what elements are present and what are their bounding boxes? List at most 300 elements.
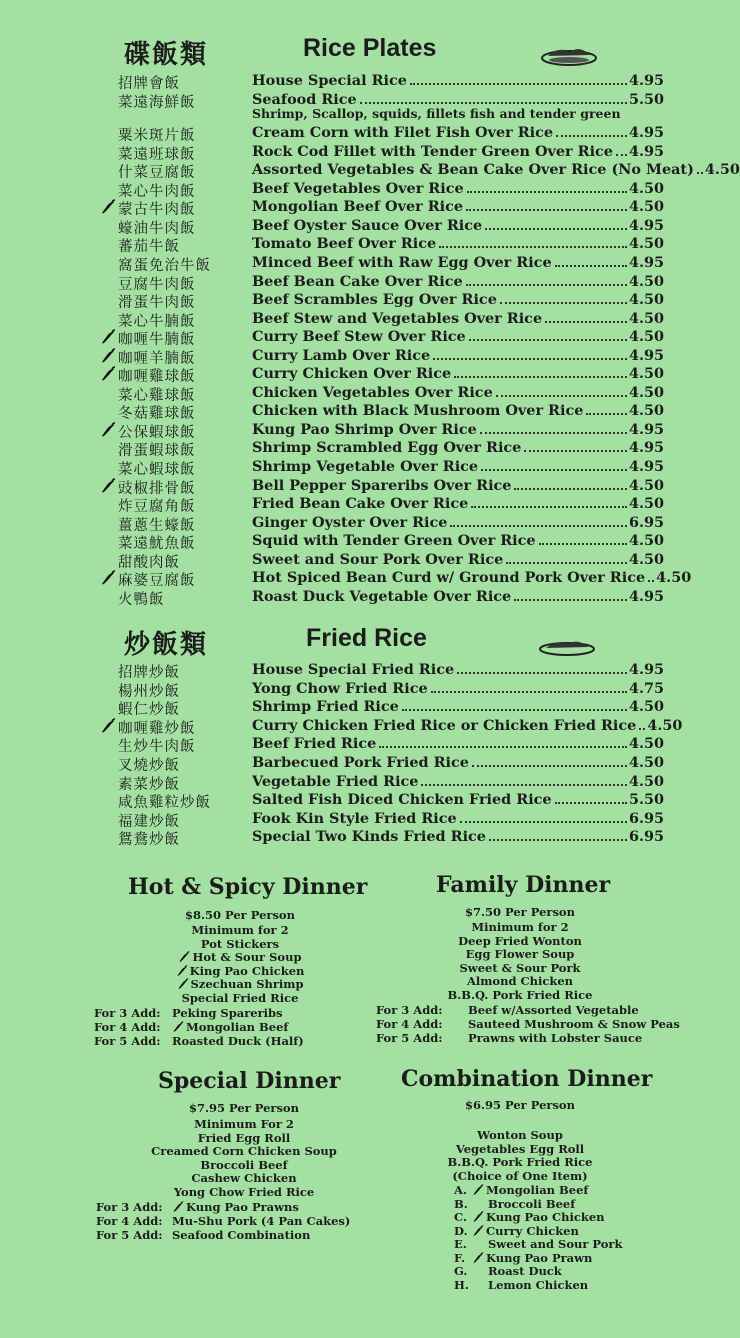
chili-pepper-icon <box>472 1184 484 1196</box>
menu-item <box>0 310 710 329</box>
dinner-course <box>420 975 620 989</box>
family-price: $7.50 Per Person <box>465 905 575 919</box>
menu-item-name: Beef Vegetables Over Rice <box>252 179 464 197</box>
menu-item <box>0 273 710 292</box>
menu-item-name: Curry Beef Stew Over Rice <box>252 328 466 346</box>
add-on-label: For 4 Add: <box>376 1017 443 1031</box>
dinner-course <box>144 1118 344 1132</box>
dot-leader <box>556 135 627 137</box>
dot-leader <box>616 154 627 156</box>
menu-item-chinese-name: 招牌會飯 <box>118 76 180 92</box>
menu-item-chinese-name: 咖喱雞炒飯 <box>118 720 196 737</box>
menu-item-line <box>252 235 664 252</box>
menu-item-name: Vegetable Fried Rice <box>252 772 419 790</box>
menu-item-price: 4.50 <box>628 772 664 790</box>
menu-item-name: Kung Pao Shrimp Over Rice <box>252 420 477 438</box>
dinner-course <box>144 1132 344 1146</box>
dinner-course-text: Deep Fried Wonton <box>458 933 582 948</box>
menu-item-line <box>252 421 664 438</box>
menu-item-name: Roast Duck Vegetable Over Rice <box>252 587 512 605</box>
menu-item-line <box>252 124 664 141</box>
menu-item <box>0 439 710 458</box>
add-on-text: Mu-Shu Pork (4 Pan Cakes) <box>172 1214 351 1228</box>
menu-item <box>0 180 710 199</box>
dinner-course <box>144 1186 344 1200</box>
add-on-text: Mongolian Beef <box>186 1020 289 1034</box>
hot-spicy-dinner-title: Hot & Spicy Dinner <box>128 874 368 900</box>
dinner-course-text: Pot Stickers <box>200 936 280 951</box>
choice-item <box>488 1197 575 1211</box>
menu-item-chinese-name: 豉椒排骨飯 <box>118 480 196 497</box>
menu-item-price: 4.95 <box>628 587 664 605</box>
chili-pepper-icon <box>100 570 116 586</box>
menu-item-chinese-name: 滑蛋蝦球飯 <box>118 443 196 460</box>
menu-item-chinese-name: 菜心蝦球飯 <box>118 462 196 478</box>
dot-leader <box>433 358 627 360</box>
menu-item-line <box>252 551 664 568</box>
chili-pepper-icon <box>100 478 116 494</box>
menu-item-line <box>252 588 664 605</box>
menu-item-name: Yong Chow Fried Rice <box>252 679 428 697</box>
menu-item <box>0 810 710 829</box>
menu-item <box>0 532 710 551</box>
menu-item-price: 4.95 <box>628 124 664 142</box>
chili-pepper-icon <box>100 718 116 734</box>
menu-item-name: Assorted Vegetables & Bean Cake Over Rice (No Meat) <box>252 161 694 179</box>
fried-rice-zh-title: 炒飯類 <box>124 630 209 660</box>
dot-leader <box>496 395 627 397</box>
menu-item-chinese-name: 素菜炒飯 <box>118 776 180 793</box>
menu-item-price: 4.95 <box>628 253 664 271</box>
menu-item-chinese-name: 菜心雞球飯 <box>118 387 196 404</box>
menu-item-chinese-name: 甜酸肉飯 <box>118 554 180 571</box>
menu-item-price: 4.50 <box>704 161 740 179</box>
choice-item <box>488 1237 622 1251</box>
choice-letter: C. <box>454 1210 467 1224</box>
dot-leader <box>524 450 627 452</box>
menu-item <box>0 680 710 699</box>
menu-item-name: Chicken with Black Mushroom Over Rice <box>252 402 584 420</box>
choice-letter: B. <box>454 1196 468 1211</box>
menu-item-line <box>252 143 664 160</box>
choice-letter: D. <box>454 1223 468 1238</box>
dot-leader <box>481 469 627 471</box>
chili-pepper-icon <box>100 348 116 364</box>
menu-item-chinese-name: 咖喱牛腩飯 <box>118 332 196 349</box>
dot-leader <box>402 709 627 711</box>
menu-item-chinese-name: 菜遠海鮮飯 <box>118 94 196 111</box>
menu-item-line <box>252 810 664 827</box>
chili-pepper-icon <box>472 1225 484 1237</box>
family-dinner-title: Family Dinner <box>436 872 611 898</box>
menu-item-name: Curry Chicken Over Rice <box>252 365 452 383</box>
choice-text: Lemon Chicken <box>488 1277 589 1292</box>
menu-item-name: Mongolian Beef Over Rice <box>252 198 464 216</box>
dinner-course-text: Cashew Chicken <box>191 1171 297 1186</box>
menu-item-price: 6.95 <box>628 513 664 531</box>
menu-item-line <box>252 180 664 197</box>
dinner-course-text: Yong Chow Fried Rice <box>173 1185 315 1199</box>
menu-item-name: Beef Oyster Sauce Over Rice <box>252 216 483 234</box>
menu-item-line <box>252 384 664 401</box>
add-on-item <box>172 1228 310 1242</box>
dinner-course <box>420 935 620 949</box>
menu-item <box>0 791 710 810</box>
menu-item-name: Tomato Beef Over Rice <box>252 235 437 253</box>
dot-leader <box>466 284 627 286</box>
menu-item <box>0 698 710 717</box>
add-on-label: For 4 Add: <box>94 1020 161 1034</box>
choice-letter: G. <box>454 1264 468 1278</box>
menu-item-price: 4.50 <box>628 532 664 550</box>
menu-item-name: Special Two Kinds Fried Rice <box>252 828 486 846</box>
menu-item-line <box>252 254 664 271</box>
menu-item-name: Sweet and Sour Pork Over Rice <box>252 550 504 568</box>
chili-pepper-icon <box>177 978 189 990</box>
menu-item-price: 4.50 <box>628 328 664 346</box>
menu-item-name: Beef Scrambles Egg Over Rice <box>252 291 497 309</box>
menu-item-line <box>252 828 664 845</box>
choice-item <box>472 1251 592 1265</box>
menu-item-line <box>252 458 664 475</box>
menu-item-line <box>252 217 664 234</box>
menu-item <box>0 754 710 773</box>
menu-item <box>0 717 710 736</box>
dot-leader <box>379 746 627 748</box>
menu-item-name: Shrimp Scrambled Egg Over Rice <box>252 439 522 457</box>
menu-item <box>0 735 710 754</box>
menu-item-line <box>252 365 664 382</box>
menu-item-description: Shrimp, Scallop, squids, fillets fish and tender green <box>252 105 621 121</box>
menu-item-chinese-name: 公保蝦球飯 <box>118 424 196 441</box>
dinner-course-text: Wonton Soup <box>477 1128 563 1142</box>
dot-leader <box>439 246 627 248</box>
dot-leader <box>555 802 627 804</box>
menu-item <box>0 328 710 347</box>
dot-leader <box>471 506 627 508</box>
menu-item-line <box>252 198 664 215</box>
menu-item-chinese-name: 蕃茄牛飯 <box>118 239 180 256</box>
dot-leader <box>697 172 703 174</box>
choice-text: Kung Pao Chicken <box>486 1210 605 1224</box>
menu-item-line <box>252 495 664 512</box>
chili-pepper-icon <box>472 1252 484 1264</box>
menu-item <box>0 661 710 680</box>
menu-item-line <box>252 291 664 308</box>
dish-icon <box>538 637 596 657</box>
dinner-course-text: Broccoli Beef <box>200 1157 288 1172</box>
add-on-text: Prawns with Lobster Sauce <box>468 1031 643 1045</box>
menu-item <box>0 217 710 236</box>
menu-item <box>0 569 710 588</box>
menu-item-line <box>252 439 664 456</box>
menu-item-chinese-name: 咖喱羊腩飯 <box>118 350 196 367</box>
menu-item-name: Rock Cod Fillet with Tender Green Over Rice <box>252 142 613 160</box>
menu-item-price: 4.50 <box>647 716 683 734</box>
menu-item-name: Seafood Rice <box>252 90 357 108</box>
menu-item-chinese-name: 豆腐牛肉飯 <box>118 276 196 293</box>
combination-dinner-title: Combination Dinner <box>401 1066 653 1092</box>
add-on-label: For 5 Add: <box>94 1034 161 1048</box>
dot-leader <box>514 599 627 601</box>
menu-item-chinese-name: 咸魚雞粒炒飯 <box>118 795 211 812</box>
menu-item <box>0 773 710 792</box>
menu-item-line <box>252 273 664 290</box>
menu-item <box>0 347 710 366</box>
dot-leader <box>480 432 627 434</box>
dinner-course <box>144 1145 344 1159</box>
menu-item <box>0 143 710 162</box>
menu-item-price: 4.50 <box>628 365 664 383</box>
menu-item <box>0 828 710 847</box>
menu-item-line <box>252 698 664 715</box>
menu-item-line <box>252 680 664 697</box>
menu-item <box>0 402 710 421</box>
dinner-course <box>144 1159 344 1173</box>
dot-leader <box>489 839 627 841</box>
menu-item-line <box>252 328 664 345</box>
dinner-course-text: Egg Flower Soup <box>465 947 575 962</box>
menu-item-line <box>252 72 664 89</box>
add-on-item <box>172 1214 350 1228</box>
menu-item-price: 4.95 <box>628 72 664 89</box>
menu-item <box>0 161 740 182</box>
choice-text: Mongolian Beef <box>486 1183 589 1197</box>
menu-item-price: 6.95 <box>628 828 664 846</box>
dot-leader <box>506 562 627 564</box>
menu-item-name: Curry Lamb Over Rice <box>252 346 431 364</box>
menu-item-price: 5.50 <box>628 791 664 809</box>
dinner-course <box>140 951 340 965</box>
add-on-item <box>468 1031 642 1045</box>
menu-item-chinese-name: 叉燒炒飯 <box>118 758 180 774</box>
menu-item-chinese-name: 菜心牛腩飯 <box>118 313 196 330</box>
menu-item <box>0 514 710 533</box>
dot-leader <box>450 525 627 527</box>
chili-pepper-icon <box>100 366 116 382</box>
menu-item-name: Cream Corn with Filet Fish Over Rice <box>252 124 554 142</box>
menu-item <box>0 254 710 273</box>
menu-item <box>0 291 710 310</box>
add-on-text: Beef w/Assorted Vegetable <box>468 1003 639 1017</box>
add-on-label: For 5 Add: <box>376 1031 443 1045</box>
menu-item-name: Shrimp Fried Rice <box>252 698 399 716</box>
menu-item-price: 4.95 <box>628 420 664 438</box>
dot-leader <box>410 83 627 85</box>
dot-leader <box>467 191 627 193</box>
menu-item-line <box>252 569 692 587</box>
dot-leader <box>648 580 654 582</box>
menu-item-chinese-name: 福建炒飯 <box>118 813 180 830</box>
dinner-course-text: Minimum For 2 <box>194 1117 294 1131</box>
dinner-course <box>144 1172 344 1186</box>
choice-text: Kung Pao Prawn <box>486 1250 593 1265</box>
menu-item-line <box>252 310 664 327</box>
special-price: $7.95 Per Person <box>189 1101 299 1115</box>
choice-item <box>472 1224 579 1238</box>
dinner-course <box>420 989 620 1003</box>
chili-pepper-icon <box>100 199 116 215</box>
menu-item-name: Squid with Tender Green Over Rice <box>252 532 536 550</box>
dot-leader <box>555 265 627 267</box>
dot-leader <box>545 321 627 323</box>
special-dinner-title: Special Dinner <box>158 1068 341 1094</box>
menu-item-price: 4.50 <box>628 235 664 253</box>
menu-item-line <box>252 735 664 752</box>
menu-item-price: 4.95 <box>628 346 664 364</box>
menu-item-price: 4.50 <box>628 754 664 771</box>
menu-item-price: 4.95 <box>628 216 664 234</box>
menu-item <box>0 421 710 440</box>
menu-item-name: Shrimp Vegetable Over Rice <box>252 458 479 475</box>
dot-leader <box>514 488 626 490</box>
menu-item-chinese-name: 菜遠魷魚飯 <box>118 536 196 553</box>
choice-letter: E. <box>454 1237 467 1251</box>
menu-item-price: 4.50 <box>628 402 664 420</box>
menu-item-chinese-name: 蠔油牛肉飯 <box>118 220 196 237</box>
dot-leader <box>639 728 645 730</box>
add-on-label: For 3 Add: <box>94 1006 161 1020</box>
menu-item-name: House Special Fried Rice <box>252 661 455 678</box>
choice-item <box>472 1210 605 1224</box>
menu-item-price: 4.95 <box>628 661 664 678</box>
dinner-course-text: (Choice of One Item) <box>452 1168 588 1183</box>
menu-item-line <box>252 347 664 364</box>
menu-item-name: Barbecued Pork Fried Rice <box>252 754 469 771</box>
dinner-course <box>140 992 340 1006</box>
dinner-course-text: Hot & Sour Soup <box>192 950 302 965</box>
rice-plates-title: Rice Plates <box>303 34 437 62</box>
menu-item-name: Beef Fried Rice <box>252 735 377 753</box>
dinner-course-text: B.B.Q. Pork Fried Rice <box>447 988 593 1002</box>
menu-item-chinese-name: 火鴨飯 <box>118 591 165 608</box>
dinner-course <box>140 978 340 992</box>
menu-item-chinese-name: 薑蔥生蠔飯 <box>118 517 196 534</box>
dinner-course <box>140 924 340 938</box>
menu-item-chinese-name: 楊州炒飯 <box>118 683 180 700</box>
menu-item-price: 5.50 <box>628 90 664 108</box>
menu-item-price: 4.50 <box>628 550 664 568</box>
dot-leader <box>454 376 627 378</box>
chili-pepper-icon <box>100 329 116 345</box>
choice-letter: F. <box>454 1250 466 1265</box>
menu-item-name: Minced Beef with Raw Egg Over Rice <box>252 253 552 271</box>
menu-item-chinese-name: 冬菇雞球飯 <box>118 406 196 423</box>
menu-item-price: 4.50 <box>628 735 664 753</box>
dot-leader <box>460 821 627 823</box>
dinner-course-text: King Pao Chicken <box>189 963 305 978</box>
add-on-text: Kung Pao Prawns <box>186 1200 299 1214</box>
menu-item <box>0 458 710 477</box>
menu-item <box>0 384 710 403</box>
menu-item-chinese-name: 蝦仁炒飯 <box>118 702 180 719</box>
menu-item-chinese-name: 蒙古牛肉飯 <box>118 202 196 219</box>
chili-pepper-icon <box>178 951 190 963</box>
dinner-course-text: Vegetables Egg Roll <box>455 1141 585 1156</box>
menu-item-chinese-name: 菜遠班球飯 <box>118 146 196 163</box>
dot-leader <box>457 672 627 674</box>
add-on-item <box>468 1017 680 1031</box>
menu-item-name: Bell Pepper Spareribs Over Rice <box>252 476 512 494</box>
dinner-course-text: Almond Chicken <box>466 974 574 989</box>
menu-item-price: 4.50 <box>628 179 664 197</box>
menu-item-price: 6.95 <box>628 809 664 827</box>
add-on-text: Peking Spareribs <box>172 1006 283 1020</box>
menu-item-chinese-name: 粟米斑片飯 <box>118 128 196 145</box>
menu-item-price: 4.50 <box>628 291 664 309</box>
menu-item-chinese-name: 滑蛋牛肉飯 <box>118 295 196 312</box>
dot-leader <box>472 765 627 767</box>
menu-item-chinese-name: 炸豆腐角飯 <box>118 499 196 516</box>
add-on-item <box>172 1006 283 1020</box>
menu-item-chinese-name: 菜心牛肉飯 <box>118 183 196 200</box>
chili-pepper-icon <box>176 965 188 977</box>
menu-item-price: 4.75 <box>628 679 664 697</box>
rice-plates-zh-title: 碟飯類 <box>124 40 209 70</box>
dinner-course <box>420 1156 620 1170</box>
choice-item <box>488 1264 562 1278</box>
menu-item-price: 4.50 <box>628 272 664 290</box>
menu-item-price: 4.50 <box>656 569 692 587</box>
menu-item <box>0 477 710 496</box>
menu-item-name: Fried Bean Cake Over Rice <box>252 495 469 513</box>
add-on-label: For 3 Add: <box>376 1003 443 1017</box>
dot-leader <box>485 228 627 230</box>
choice-text: Broccoli Beef <box>488 1196 576 1211</box>
menu-item-price: 4.50 <box>628 476 664 494</box>
add-on-label: For 3 Add: <box>96 1200 163 1214</box>
menu-item-line <box>252 477 664 494</box>
menu-item-chinese-name: 什菜豆腐飯 <box>118 165 196 182</box>
add-on-item <box>172 1200 299 1214</box>
menu-item-price: 4.50 <box>628 309 664 327</box>
dinner-course <box>420 948 620 962</box>
menu-item-line <box>252 161 740 179</box>
menu-item-price: 4.50 <box>628 495 664 513</box>
menu-item-price: 4.50 <box>628 698 664 716</box>
menu-item-name: Salted Fish Diced Chicken Fried Rice <box>252 791 552 809</box>
menu-item <box>0 495 710 514</box>
choice-letter: H. <box>454 1277 469 1292</box>
menu-item-chinese-name: 招牌炒飯 <box>118 665 180 681</box>
chili-pepper-icon <box>472 1211 484 1223</box>
dish-icon <box>540 43 598 67</box>
dinner-course <box>420 1143 620 1157</box>
add-on-item <box>172 1020 288 1034</box>
dot-leader <box>421 784 626 786</box>
choice-letter: A. <box>454 1183 467 1197</box>
choice-text: Sweet and Sour Pork <box>488 1237 623 1251</box>
menu-item-name: Ginger Oyster Over Rice <box>252 513 448 531</box>
add-on-text: Sauteed Mushroom & Snow Peas <box>468 1017 680 1031</box>
menu-item-name: Curry Chicken Fried Rice or Chicken Fried Rice <box>252 716 637 734</box>
menu-item-chinese-name: 鴛鴦炒飯 <box>118 832 180 849</box>
menu-item <box>0 588 710 607</box>
menu-item-line <box>252 402 664 419</box>
dot-leader <box>466 209 627 211</box>
chili-pepper-icon <box>172 1021 184 1033</box>
choice-text: Curry Chicken <box>486 1223 579 1238</box>
add-on-item <box>172 1034 304 1048</box>
menu-item-name: Fook Kin Style Fried Rice <box>252 809 457 827</box>
dot-leader <box>431 691 627 693</box>
add-on-text: Roasted Duck (Half) <box>172 1034 304 1048</box>
combination-price: $6.95 Per Person <box>465 1098 575 1112</box>
dinner-course-text: Special Fried Rice <box>181 991 299 1005</box>
dinner-course-text: Minimum for 2 <box>191 923 289 937</box>
add-on-text: Seafood Combination <box>172 1228 311 1242</box>
dinner-course-text: Fried Egg Roll <box>197 1130 291 1145</box>
